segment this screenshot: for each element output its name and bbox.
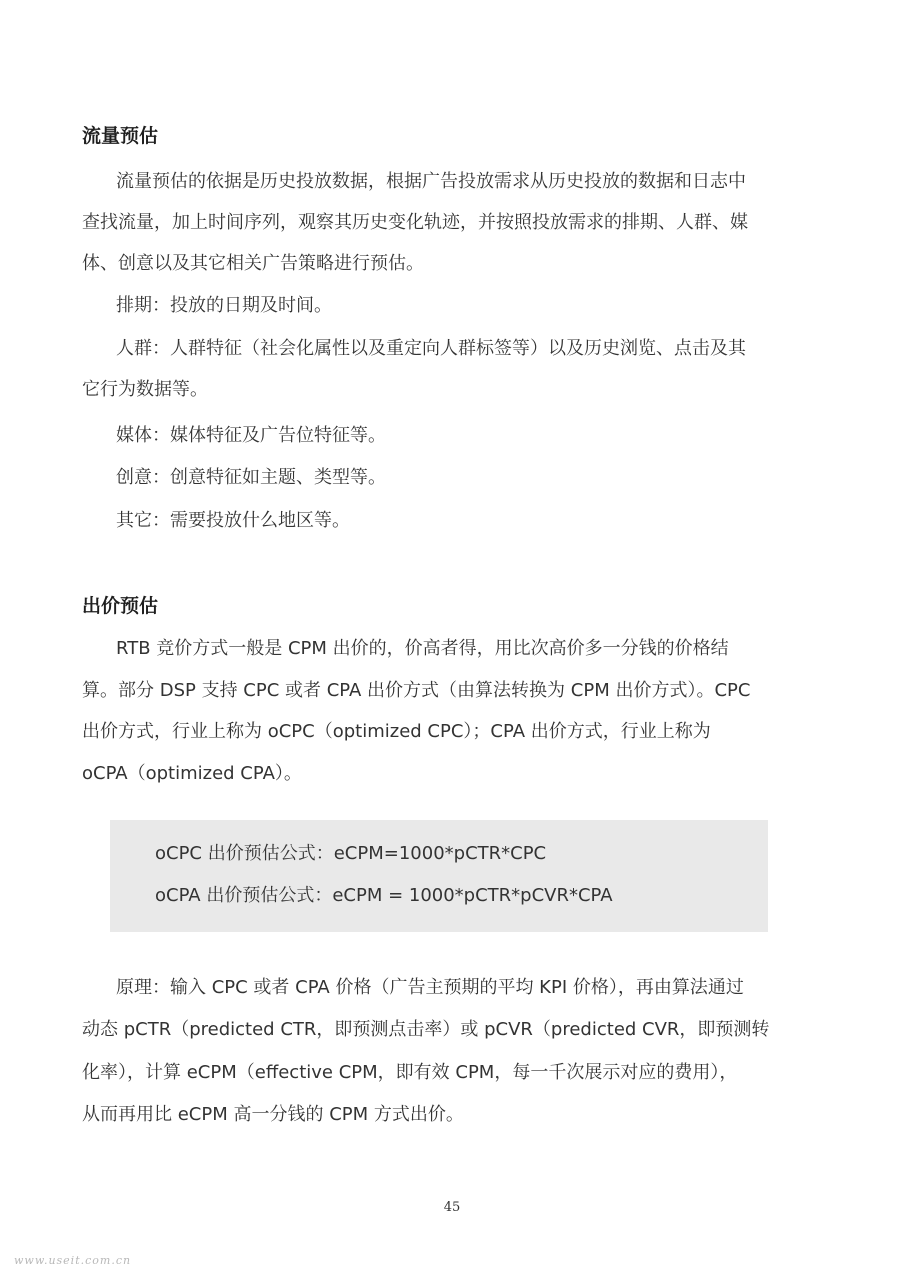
list-item-creative: 创意：创意特征如主题、类型等。 [116,467,386,488]
paragraph-line: 从而再用比 eCPM 高一分钱的 CPM 方式出价。 [82,1104,464,1125]
paragraph-line: 体、创意以及其它相关广告策略进行预估。 [82,253,424,274]
paragraph-line: 算。部分 DSP 支持 CPC 或者 CPA 出价方式（由算法转换为 CPM 出价方式）。CPC [82,680,751,701]
list-item-audience: 人群：人群特征（社会化属性以及重定向人群标签等）以及历史浏览、点击及其 [116,338,746,359]
paragraph-line: 查找流量，加上时间序列，观察其历史变化轨迹，并按照投放需求的排期、人群、媒 [82,212,748,233]
watermark: www.useit.com.cn [14,1254,132,1267]
paragraph-line: 出价方式，行业上称为 oCPC（optimized CPC）；CPA 出价方式，行业上称为 [82,721,711,742]
paragraph-line: 原理：输入 CPC 或者 CPA 价格（广告主预期的平均 KPI 价格），再由算法通过 [116,977,744,998]
page-number: 45 [443,1200,461,1215]
list-item-schedule: 排期：投放的日期及时间。 [116,295,332,316]
formula-ocpc: oCPC 出价预估公式：eCPM=1000*pCTR*CPC [155,843,547,864]
list-item-media: 媒体：媒体特征及广告位特征等。 [116,425,386,446]
section-heading-bid-estimate: 出价预估 [82,595,159,617]
list-item-audience-cont: 它行为数据等。 [82,379,208,400]
formula-box [110,820,768,932]
paragraph-line: 动态 pCTR（predicted CTR，即预测点击率）或 pCVR（predicted CVR，即预测转 [82,1019,770,1040]
section-heading-traffic-estimate: 流量预估 [82,125,159,147]
paragraph-line: 流量预估的依据是历史投放数据，根据广告投放需求从历史投放的数据和日志中 [116,171,746,192]
paragraph-line: 化率），计算 eCPM（effective CPM，即有效 CPM，每一千次展示对应的费用）， [82,1062,738,1083]
paragraph-line: RTB 竞价方式一般是 CPM 出价的，价高者得，用比次高价多一分钱的价格结 [116,638,729,659]
list-item-other: 其它：需要投放什么地区等。 [116,510,350,531]
formula-ocpa: oCPA 出价预估公式：eCPM = 1000*pCTR*pCVR*CPA [155,885,613,906]
paragraph-line: oCPA（optimized CPA）。 [82,763,302,784]
